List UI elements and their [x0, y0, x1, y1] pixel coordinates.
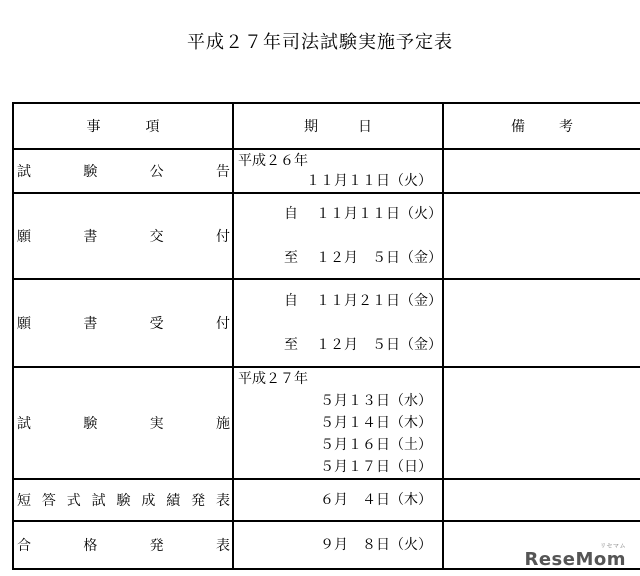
table-row: [13, 149, 640, 193]
item-cell: 願 書 受 付: [13, 279, 233, 367]
note-cell: [443, 479, 640, 521]
item-cell: 短 答 式 試 験 成 績 発 表: [13, 479, 233, 521]
resemom-logo: ReseMom リセマム: [524, 543, 626, 570]
table-header-row: [13, 103, 640, 149]
item-cell: 願 書 交 付: [13, 193, 233, 279]
date-cell: 自 １１月１１日（火） 至 １２月 ５日（金）: [233, 193, 443, 279]
item-cell: 合 格 発 表: [13, 521, 233, 569]
note-cell: [443, 149, 640, 193]
table-row: [13, 479, 640, 521]
item-cell: 試 験 実 施: [13, 367, 233, 479]
header-date: 期 日: [233, 103, 443, 149]
table-row: [13, 279, 640, 367]
date-cell: ９月 ８日（火）: [233, 521, 443, 569]
note-cell: [443, 367, 640, 479]
date-cell: 平成２７年 ５月１３日（水） ５月１４日（木） ５月１６日（土） ５月１７日（日）: [233, 367, 443, 479]
header-item: 事 項: [13, 103, 233, 149]
date-cell: 自 １１月２１日（金） 至 １２月 ５日（金）: [233, 279, 443, 367]
table-row: [13, 193, 640, 279]
note-cell: [443, 279, 640, 367]
date-cell: 平成２６年 １１月１１日（火）: [233, 149, 443, 193]
page-title: 平成２７年司法試験実施予定表: [187, 32, 453, 53]
table-row: [13, 367, 640, 479]
note-cell: [443, 193, 640, 279]
header-note: 備 考: [443, 103, 640, 149]
item-cell: 試 験 公 告: [13, 149, 233, 193]
schedule-table: [12, 102, 640, 570]
date-cell: ６月 ４日（木）: [233, 479, 443, 521]
